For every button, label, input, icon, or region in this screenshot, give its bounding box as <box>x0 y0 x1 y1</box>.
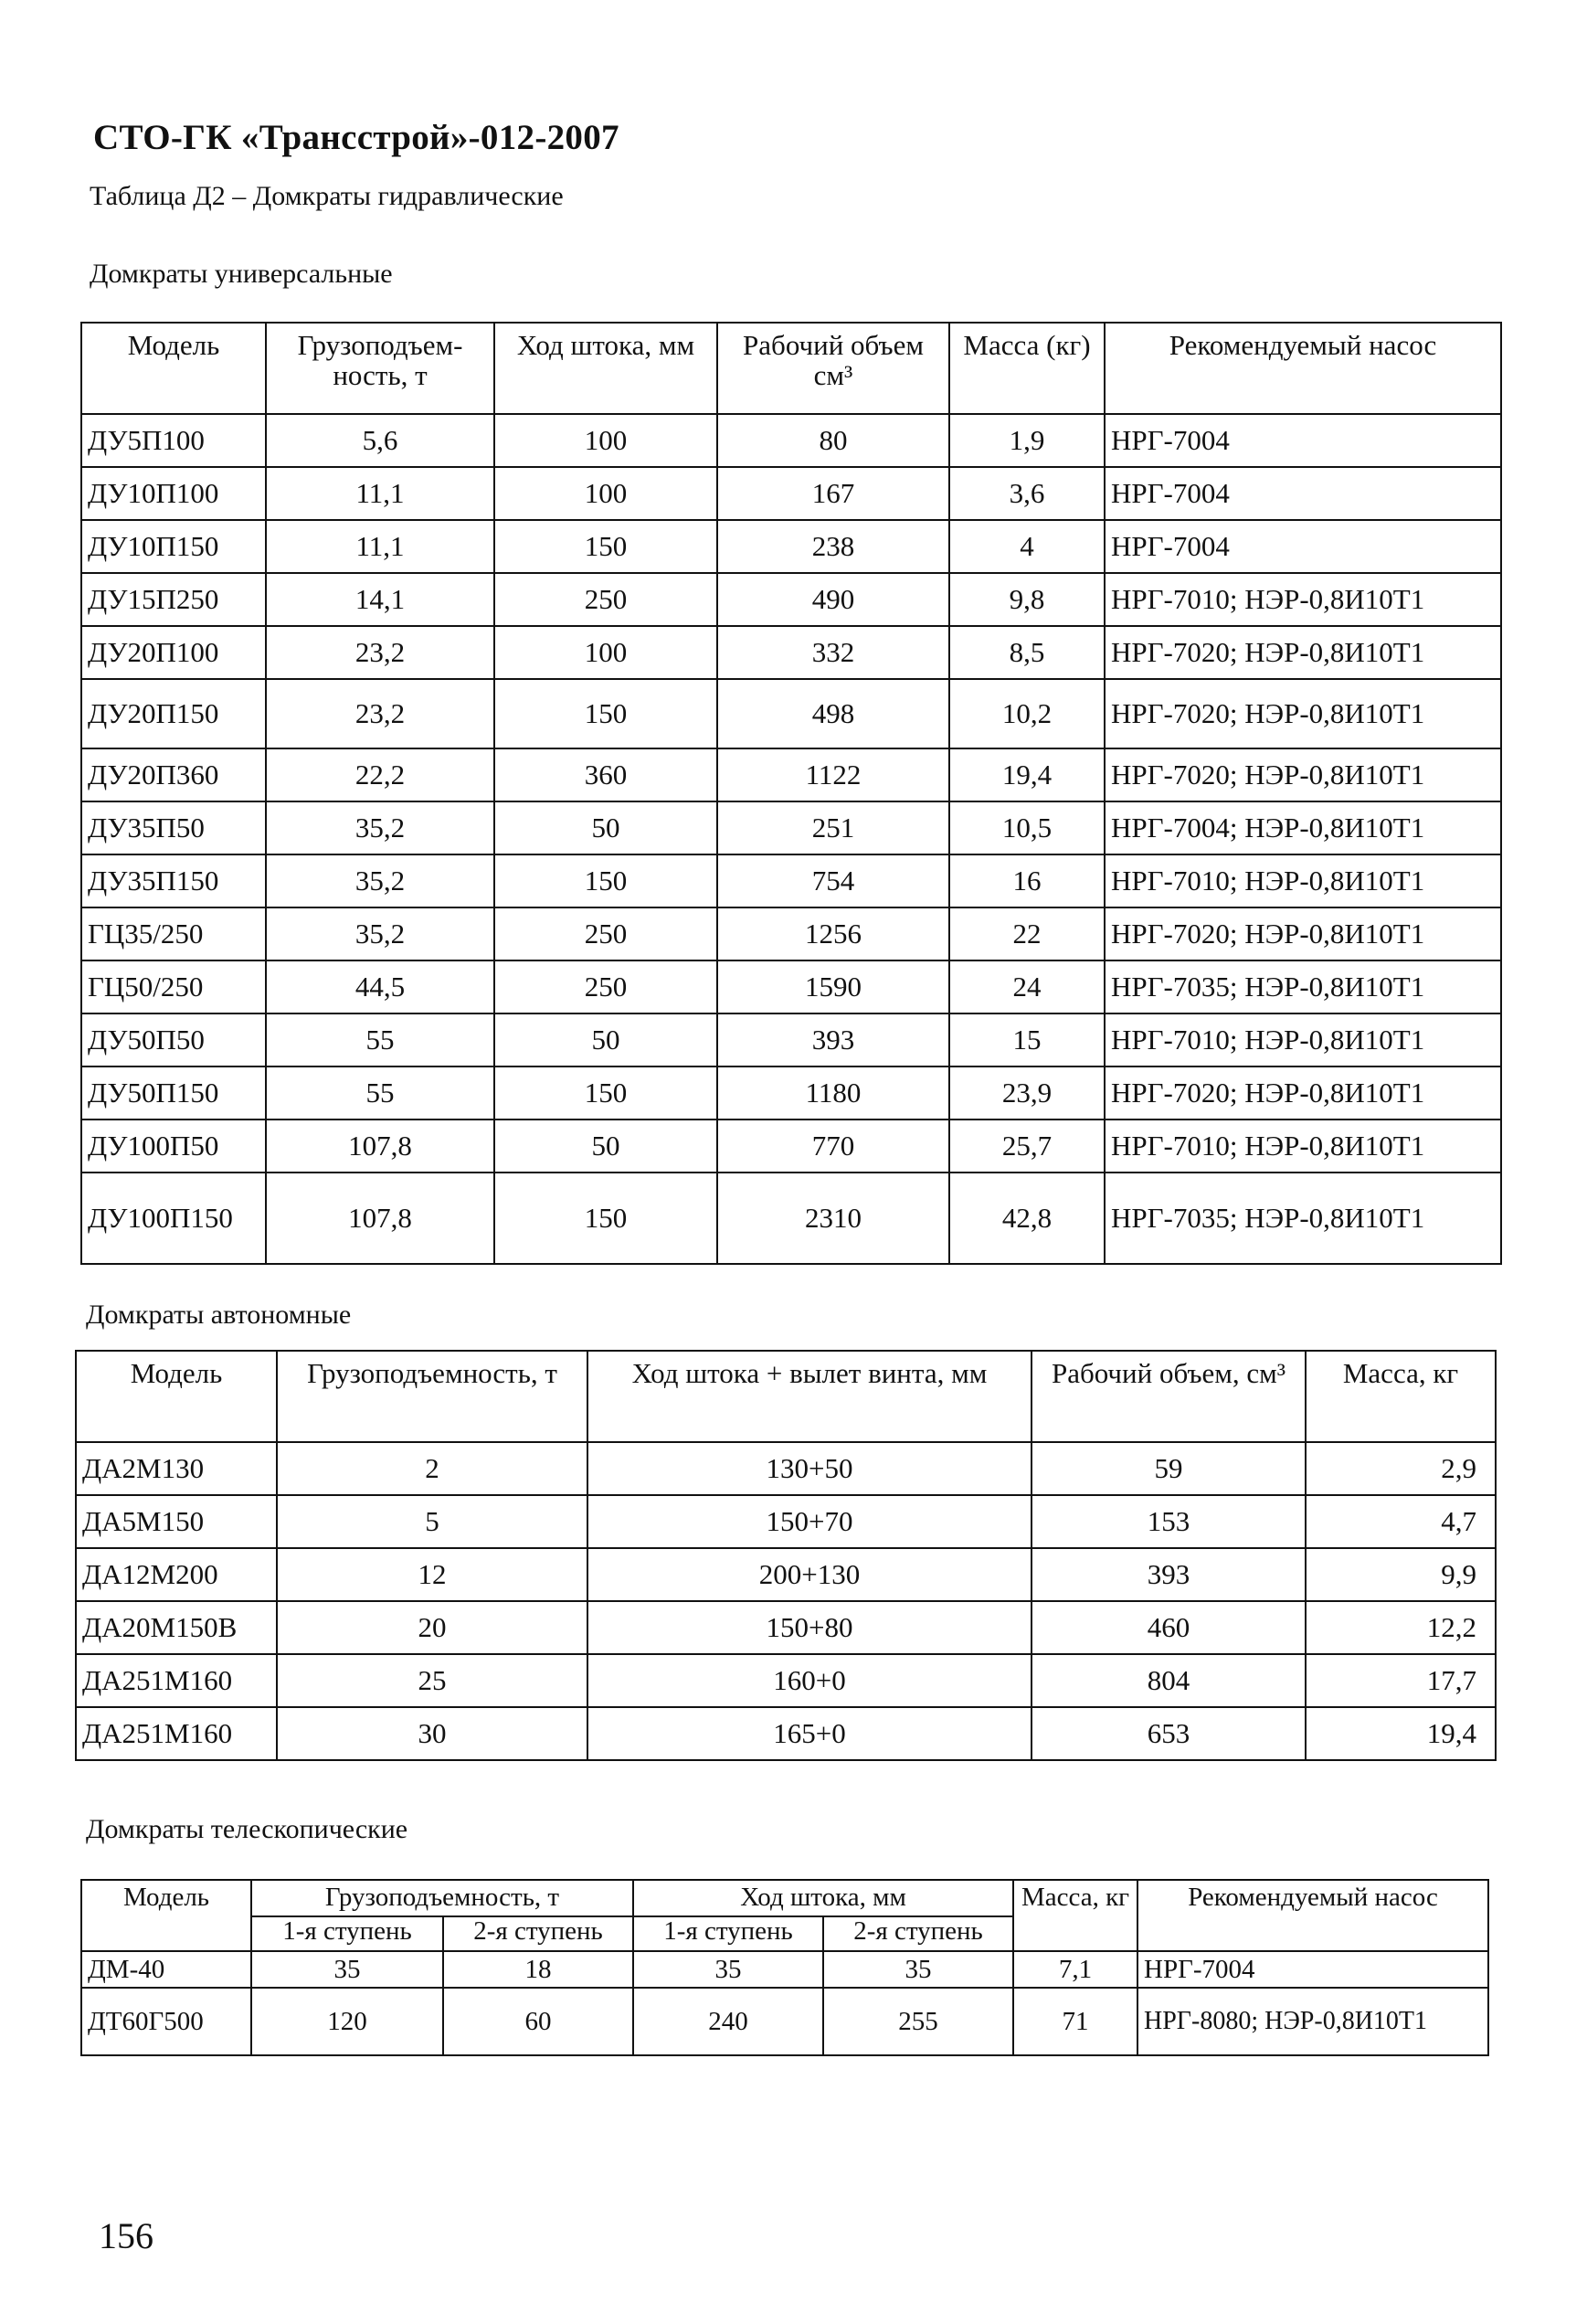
header-capacity-stage1: 1-я ступень <box>251 1916 443 1951</box>
cell-stroke: 150+70 <box>587 1495 1032 1548</box>
cell-mass: 3,6 <box>949 467 1105 520</box>
cell-model: ДА251М160 <box>76 1654 277 1707</box>
page-number: 156 <box>99 2215 153 2256</box>
header-stroke: Ход штока + вылет винта, мм <box>587 1351 1032 1442</box>
cell-mass: 15 <box>949 1013 1105 1066</box>
cell-stroke: 250 <box>494 960 717 1013</box>
cell-stroke: 100 <box>494 414 717 467</box>
cell-capacity: 35,2 <box>266 907 494 960</box>
cell-volume: 2310 <box>717 1173 949 1264</box>
table-row <box>81 748 1501 801</box>
cell-capacity: 5 <box>277 1495 587 1548</box>
table-row <box>76 1495 1496 1548</box>
cell-capacity: 11,1 <box>266 520 494 573</box>
cell-volume: 393 <box>717 1013 949 1066</box>
cell-model: ДА5М150 <box>76 1495 277 1548</box>
cell-volume: 1590 <box>717 960 949 1013</box>
cell-capacity: 30 <box>277 1707 587 1760</box>
cell-mass: 2,9 <box>1306 1442 1496 1495</box>
cell-stroke-stage2: 255 <box>823 1988 1013 2055</box>
cell-stroke: 150 <box>494 520 717 573</box>
table-row <box>81 679 1501 748</box>
table-row <box>76 1601 1496 1654</box>
header-stroke-stage2: 2-я ступень <box>823 1916 1013 1951</box>
cell-model: ДМ-40 <box>81 1951 251 1988</box>
cell-pump: НРГ-7035; НЭР-0,8И10Т1 <box>1105 1173 1501 1264</box>
cell-stroke: 50 <box>494 1013 717 1066</box>
cell-mass: 25,7 <box>949 1120 1105 1173</box>
cell-capacity: 55 <box>266 1066 494 1120</box>
cell-model: ДТ60Г500 <box>81 1988 251 2055</box>
cell-pump: НРГ-7010; НЭР-0,8И10Т1 <box>1105 1120 1501 1173</box>
cell-stroke: 165+0 <box>587 1707 1032 1760</box>
cell-stroke: 50 <box>494 1120 717 1173</box>
cell-volume: 332 <box>717 626 949 679</box>
cell-model: ДУ5П100 <box>81 414 266 467</box>
cell-mass: 16 <box>949 854 1105 907</box>
cell-mass: 10,2 <box>949 679 1105 748</box>
cell-capacity: 2 <box>277 1442 587 1495</box>
cell-stroke: 130+50 <box>587 1442 1032 1495</box>
cell-model: ДУ20П150 <box>81 679 266 748</box>
cell-capacity: 20 <box>277 1601 587 1654</box>
cell-pump: НРГ-7004 <box>1105 467 1501 520</box>
cell-capacity: 107,8 <box>266 1173 494 1264</box>
cell-mass: 24 <box>949 960 1105 1013</box>
table-row <box>81 1066 1501 1120</box>
table-row <box>81 1173 1501 1264</box>
cell-mass: 9,9 <box>1306 1548 1496 1601</box>
cell-capacity: 35,2 <box>266 801 494 854</box>
section-title-universal: Домкраты универсальные <box>90 259 393 289</box>
cell-stroke: 150 <box>494 1066 717 1120</box>
cell-pump: НРГ-7004 <box>1137 1951 1488 1988</box>
cell-volume: 251 <box>717 801 949 854</box>
cell-capacity: 12 <box>277 1548 587 1601</box>
table-row <box>81 467 1501 520</box>
telescopic-jacks-table <box>80 1879 1489 2056</box>
cell-capacity: 14,1 <box>266 573 494 626</box>
cell-model: ДА2М130 <box>76 1442 277 1495</box>
cell-capacity-stage1: 120 <box>251 1988 443 2055</box>
cell-capacity: 23,2 <box>266 626 494 679</box>
cell-model: ГЦ35/250 <box>81 907 266 960</box>
cell-stroke: 250 <box>494 573 717 626</box>
cell-pump: НРГ-7035; НЭР-0,8И10Т1 <box>1105 960 1501 1013</box>
cell-model: ДУ100П50 <box>81 1120 266 1173</box>
cell-model: ДУ15П250 <box>81 573 266 626</box>
cell-pump: НРГ-7004 <box>1105 414 1501 467</box>
cell-pump: НРГ-7010; НЭР-0,8И10Т1 <box>1105 573 1501 626</box>
table-header-row <box>81 323 1501 414</box>
cell-pump: НРГ-7010; НЭР-0,8И10Т1 <box>1105 854 1501 907</box>
cell-model: ДА251М160 <box>76 1707 277 1760</box>
table-row <box>81 573 1501 626</box>
header-mass: Масса, кг <box>1306 1351 1496 1442</box>
cell-volume: 490 <box>717 573 949 626</box>
cell-volume: 770 <box>717 1120 949 1173</box>
cell-stroke-stage1: 35 <box>633 1951 823 1988</box>
cell-mass: 10,5 <box>949 801 1105 854</box>
cell-volume: 754 <box>717 854 949 907</box>
autonomous-jacks-table <box>75 1350 1497 1761</box>
cell-stroke-stage1: 240 <box>633 1988 823 2055</box>
header-capacity-stage2: 2-я ступень <box>443 1916 633 1951</box>
cell-capacity-stage2: 18 <box>443 1951 633 1988</box>
table-row <box>81 626 1501 679</box>
cell-stroke: 100 <box>494 467 717 520</box>
header-model: Модель <box>81 323 266 414</box>
table-row <box>81 907 1501 960</box>
table-row <box>81 414 1501 467</box>
cell-model: ДА12М200 <box>76 1548 277 1601</box>
cell-model: ДУ50П50 <box>81 1013 266 1066</box>
table-row <box>81 1120 1501 1173</box>
table-row <box>76 1707 1496 1760</box>
cell-pump: НРГ-8080; НЭР-0,8И10Т1 <box>1137 1988 1488 2055</box>
cell-capacity: 11,1 <box>266 467 494 520</box>
universal-jacks-table <box>80 322 1502 1265</box>
cell-mass: 8,5 <box>949 626 1105 679</box>
cell-volume: 498 <box>717 679 949 748</box>
header-stroke: Ход штока, мм <box>633 1880 1013 1916</box>
cell-mass: 12,2 <box>1306 1601 1496 1654</box>
header-mass: Масса, кг <box>1013 1880 1137 1951</box>
cell-mass: 4 <box>949 520 1105 573</box>
cell-mass: 22 <box>949 907 1105 960</box>
cell-stroke: 150 <box>494 854 717 907</box>
table-header-row <box>81 1880 1488 1916</box>
table-header-row <box>76 1351 1496 1442</box>
cell-pump: НРГ-7020; НЭР-0,8И10Т1 <box>1105 1066 1501 1120</box>
cell-pump: НРГ-7010; НЭР-0,8И10Т1 <box>1105 1013 1501 1066</box>
header-pump: Рекомендуемый насос <box>1105 323 1501 414</box>
table-row <box>81 960 1501 1013</box>
cell-volume: 393 <box>1032 1548 1306 1601</box>
cell-model: ДУ100П150 <box>81 1173 266 1264</box>
header-capacity: Грузоподъемность, т <box>251 1880 633 1916</box>
header-mass: Масса (кг) <box>949 323 1105 414</box>
cell-stroke: 150 <box>494 1173 717 1264</box>
cell-volume: 1122 <box>717 748 949 801</box>
cell-stroke-stage2: 35 <box>823 1951 1013 1988</box>
cell-pump: НРГ-7020; НЭР-0,8И10Т1 <box>1105 626 1501 679</box>
header-volume: Рабочий объем см³ <box>717 323 949 414</box>
cell-volume: 80 <box>717 414 949 467</box>
cell-model: ДУ35П50 <box>81 801 266 854</box>
cell-capacity: 35,2 <box>266 854 494 907</box>
cell-stroke: 150+80 <box>587 1601 1032 1654</box>
header-stroke-stage1: 1-я ступень <box>633 1916 823 1951</box>
cell-capacity: 5,6 <box>266 414 494 467</box>
cell-capacity-stage1: 35 <box>251 1951 443 1988</box>
header-volume: Рабочий объем, см³ <box>1032 1351 1306 1442</box>
section-title-telescopic: Домкраты телескопические <box>86 1814 408 1844</box>
cell-capacity: 44,5 <box>266 960 494 1013</box>
cell-capacity: 25 <box>277 1654 587 1707</box>
cell-mass: 19,4 <box>949 748 1105 801</box>
cell-mass: 71 <box>1013 1988 1137 2055</box>
cell-capacity: 55 <box>266 1013 494 1066</box>
cell-volume: 59 <box>1032 1442 1306 1495</box>
cell-volume: 153 <box>1032 1495 1306 1548</box>
cell-volume: 1256 <box>717 907 949 960</box>
cell-pump: НРГ-7020; НЭР-0,8И10Т1 <box>1105 907 1501 960</box>
header-model: Модель <box>81 1880 251 1951</box>
cell-stroke: 250 <box>494 907 717 960</box>
table-row <box>76 1548 1496 1601</box>
cell-pump: НРГ-7020; НЭР-0,8И10Т1 <box>1105 679 1501 748</box>
table-caption: Таблица Д2 – Домкраты гидравлические <box>90 181 564 211</box>
cell-stroke: 150 <box>494 679 717 748</box>
cell-volume: 238 <box>717 520 949 573</box>
header-capacity: Грузоподъемность, т <box>277 1351 587 1442</box>
cell-volume: 460 <box>1032 1601 1306 1654</box>
cell-volume: 167 <box>717 467 949 520</box>
cell-model: ДУ10П100 <box>81 467 266 520</box>
cell-capacity: 23,2 <box>266 679 494 748</box>
cell-mass: 7,1 <box>1013 1951 1137 1988</box>
cell-mass: 23,9 <box>949 1066 1105 1120</box>
cell-model: ДУ10П150 <box>81 520 266 573</box>
cell-stroke: 200+130 <box>587 1548 1032 1601</box>
header-pump: Рекомендуемый насос <box>1137 1880 1488 1951</box>
header-capacity: Грузоподъем-ность, т <box>266 323 494 414</box>
cell-stroke: 360 <box>494 748 717 801</box>
document-title: СТО-ГК «Трансстрой»-012-2007 <box>93 118 619 157</box>
cell-capacity: 107,8 <box>266 1120 494 1173</box>
header-stroke: Ход штока, мм <box>494 323 717 414</box>
cell-mass: 9,8 <box>949 573 1105 626</box>
table-row <box>81 1951 1488 1988</box>
cell-capacity: 22,2 <box>266 748 494 801</box>
cell-mass: 1,9 <box>949 414 1105 467</box>
table-row <box>81 1013 1501 1066</box>
cell-model: ДА20М150В <box>76 1601 277 1654</box>
cell-volume: 1180 <box>717 1066 949 1120</box>
cell-mass: 42,8 <box>949 1173 1105 1264</box>
cell-capacity-stage2: 60 <box>443 1988 633 2055</box>
cell-model: ГЦ50/250 <box>81 960 266 1013</box>
table-row <box>76 1654 1496 1707</box>
cell-model: ДУ50П150 <box>81 1066 266 1120</box>
table-row <box>81 520 1501 573</box>
cell-model: ДУ35П150 <box>81 854 266 907</box>
table-row <box>81 801 1501 854</box>
cell-stroke: 160+0 <box>587 1654 1032 1707</box>
cell-model: ДУ20П360 <box>81 748 266 801</box>
table-row <box>76 1442 1496 1495</box>
cell-model: ДУ20П100 <box>81 626 266 679</box>
cell-mass: 19,4 <box>1306 1707 1496 1760</box>
cell-volume: 804 <box>1032 1654 1306 1707</box>
cell-mass: 4,7 <box>1306 1495 1496 1548</box>
header-model: Модель <box>76 1351 277 1442</box>
cell-pump: НРГ-7004 <box>1105 520 1501 573</box>
cell-stroke: 100 <box>494 626 717 679</box>
section-title-autonomous: Домкраты автономные <box>86 1300 352 1330</box>
cell-stroke: 50 <box>494 801 717 854</box>
table-row <box>81 1988 1488 2055</box>
cell-pump: НРГ-7020; НЭР-0,8И10Т1 <box>1105 748 1501 801</box>
cell-pump: НРГ-7004; НЭР-0,8И10Т1 <box>1105 801 1501 854</box>
cell-mass: 17,7 <box>1306 1654 1496 1707</box>
table-row <box>81 854 1501 907</box>
cell-volume: 653 <box>1032 1707 1306 1760</box>
